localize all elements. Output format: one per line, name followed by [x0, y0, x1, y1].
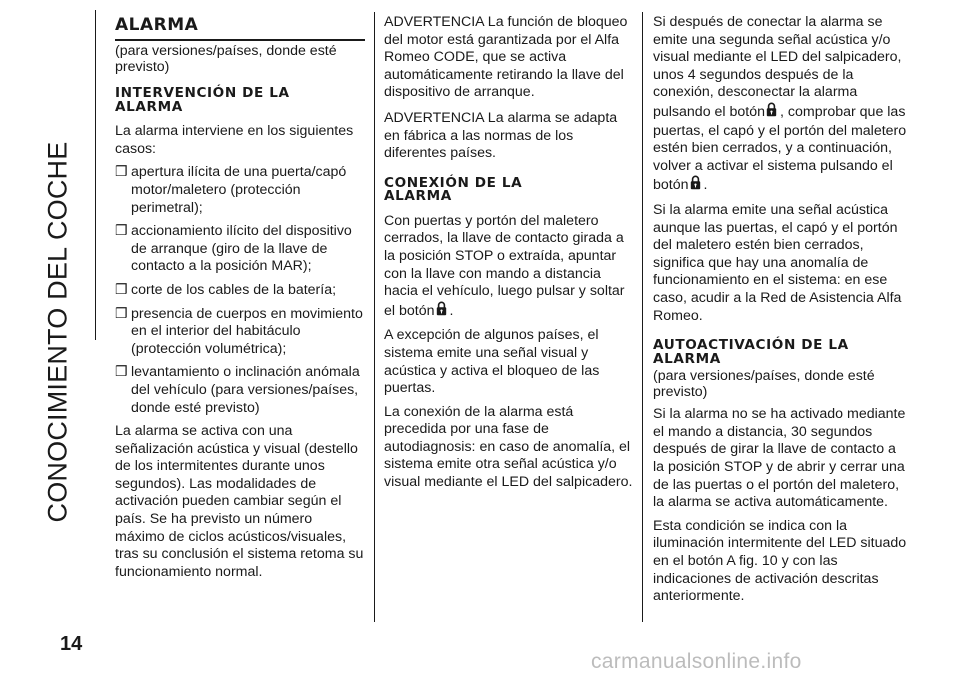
- checkbox-square-icon: ❒: [115, 364, 128, 381]
- heading-line: ALARMA: [384, 188, 452, 205]
- padlock-icon: [436, 301, 447, 322]
- led-text: Esta condición se indica con la iluminación intermitente del LED situado en el botón A fig. 10 y con las indicaciones de activación descritas anteriormente.: [653, 517, 907, 605]
- paragraph-text: Si después de conectar la alarma se emite una segunda señal acústica y/o visual mediante el LED del salpicadero, unos 4 segundos después de la conexión, desconectar la alarma pulsando el botón: [653, 14, 902, 120]
- heading-line: ALARMA: [115, 98, 183, 115]
- checkbox-square-icon: ❒: [115, 281, 128, 298]
- checkbox-square-icon: ❒: [115, 164, 128, 181]
- paragraph-text: .: [703, 177, 708, 194]
- list-item-text: apertura ilícita de una puerta/capó motor/maletero (protección perimetral);: [131, 164, 347, 216]
- section-title: CONOCIMIENTO DEL COCHE: [42, 141, 73, 523]
- heading-line: INTERVENCIÓN DE LA: [115, 85, 290, 102]
- alarm-title: ALARMA: [115, 14, 365, 41]
- list-item: [115, 282, 365, 300]
- page-number: 14: [60, 633, 83, 655]
- sidebar-rule: [95, 10, 96, 340]
- alarm-subtitle: (para versiones/países, donde esté previsto): [115, 43, 337, 75]
- segunda-senal-text: [653, 14, 909, 196]
- conexion-text: [384, 213, 634, 322]
- padlock-icon: [690, 175, 701, 196]
- intervencion-outro: La alarma se activa con una señalización acústica y visual (destello de los intermitentes durante unos segundos). Las modalidades de activación pueden cambiar según el país. Se ha previsto un número máximo de ciclos acústicos/visuales, tras su conclusión el sistema retoma su funcionamiento normal.: [115, 423, 364, 580]
- heading-conexion: [384, 174, 634, 205]
- list-item-text: levantamiento o inclinación anómala del vehículo (para versiones/países, donde esté previsto): [131, 364, 360, 416]
- intervencion-list: [115, 164, 365, 417]
- list-item: [115, 164, 365, 217]
- column-left: [115, 14, 365, 587]
- autoactivacion-subtitle: (para versiones/países, donde esté previsto): [653, 368, 875, 400]
- heading-line: AUTOACTIVACIÓN DE LA: [653, 337, 849, 354]
- heading-intervencion: [115, 87, 365, 114]
- intervencion-intro: La alarma interviene en los siguientes casos:: [115, 123, 354, 157]
- warning-code: ADVERTENCIA La función de bloqueo del motor está garantizada por el Alfa Romeo CODE, que se activa automáticamente retirando la llave del dispositivo de arranque.: [384, 14, 628, 101]
- column-divider: [374, 12, 375, 622]
- list-item: [115, 364, 365, 417]
- heading-autoactivacion: [653, 339, 909, 366]
- list-item: [115, 306, 365, 359]
- paragraph-text: Con puertas y portón del maletero cerrados, la llave de contacto girada a la posición STOP o extraída, apuntar con la llave con mando a distancia hacia el vehículo, luego pulsar y soltar el botón: [384, 212, 625, 319]
- watermark: carmanualsonline.info: [591, 650, 802, 673]
- list-item-text: accionamiento ilícito del dispositivo de arranque (giro de la llave de contacto a la posición MAR);: [131, 223, 352, 275]
- list-item-text: presencia de cuerpos en movimiento en el interior del habitáculo (protección volumétrica);: [131, 305, 363, 357]
- column-middle: [384, 14, 634, 498]
- paragraph-text: .: [449, 302, 454, 319]
- checkbox-square-icon: ❒: [115, 223, 128, 240]
- excepcion-text: A excepción de algunos países, el sistema emite una señal visual y acústica y activa el bloqueo de las puertas.: [384, 327, 600, 397]
- list-item-text: corte de los cables de la batería;: [131, 281, 337, 298]
- list-item: [115, 223, 365, 276]
- column-divider: [642, 12, 643, 622]
- heading-line: CONEXIÓN DE LA: [384, 174, 523, 191]
- anomalia-text: Si la alarma emite una señal acústica aunque las puertas, el capó y el portón del maletero estén bien cerrados, significa que hay una anomalía de funcionamiento en el sistema: en ese caso, acudir a la Red de Asistencia Alfa Romeo.: [653, 201, 902, 324]
- autoactivacion-text: Si la alarma no se ha activado mediante el mando a distancia, 30 segundos después de girar la llave de contacto a la posición STOP y de abrir y cerrar una de las puertas o el portón del maletero, la alarma se activa automáticamente.: [653, 406, 906, 511]
- padlock-icon: [766, 102, 777, 123]
- column-right: [653, 14, 909, 612]
- diagnosis-text: La conexión de la alarma está precedida por una fase de autodiagnosis: en caso de anomalía, el sistema emite otra señal acústica y/o visual mediante el LED del salpicadero.: [384, 403, 633, 491]
- checkbox-square-icon: ❒: [115, 305, 128, 322]
- warning-normas: ADVERTENCIA La alarma se adapta en fábrica a las normas de los diferentes países.: [384, 109, 618, 162]
- paragraph-text: , comprobar que las puertas, el capó y el portón del maletero estén bien cerrados, y a continuación, volver a activar el sistema pulsando el botón: [653, 103, 907, 194]
- heading-line: ALARMA: [653, 350, 721, 367]
